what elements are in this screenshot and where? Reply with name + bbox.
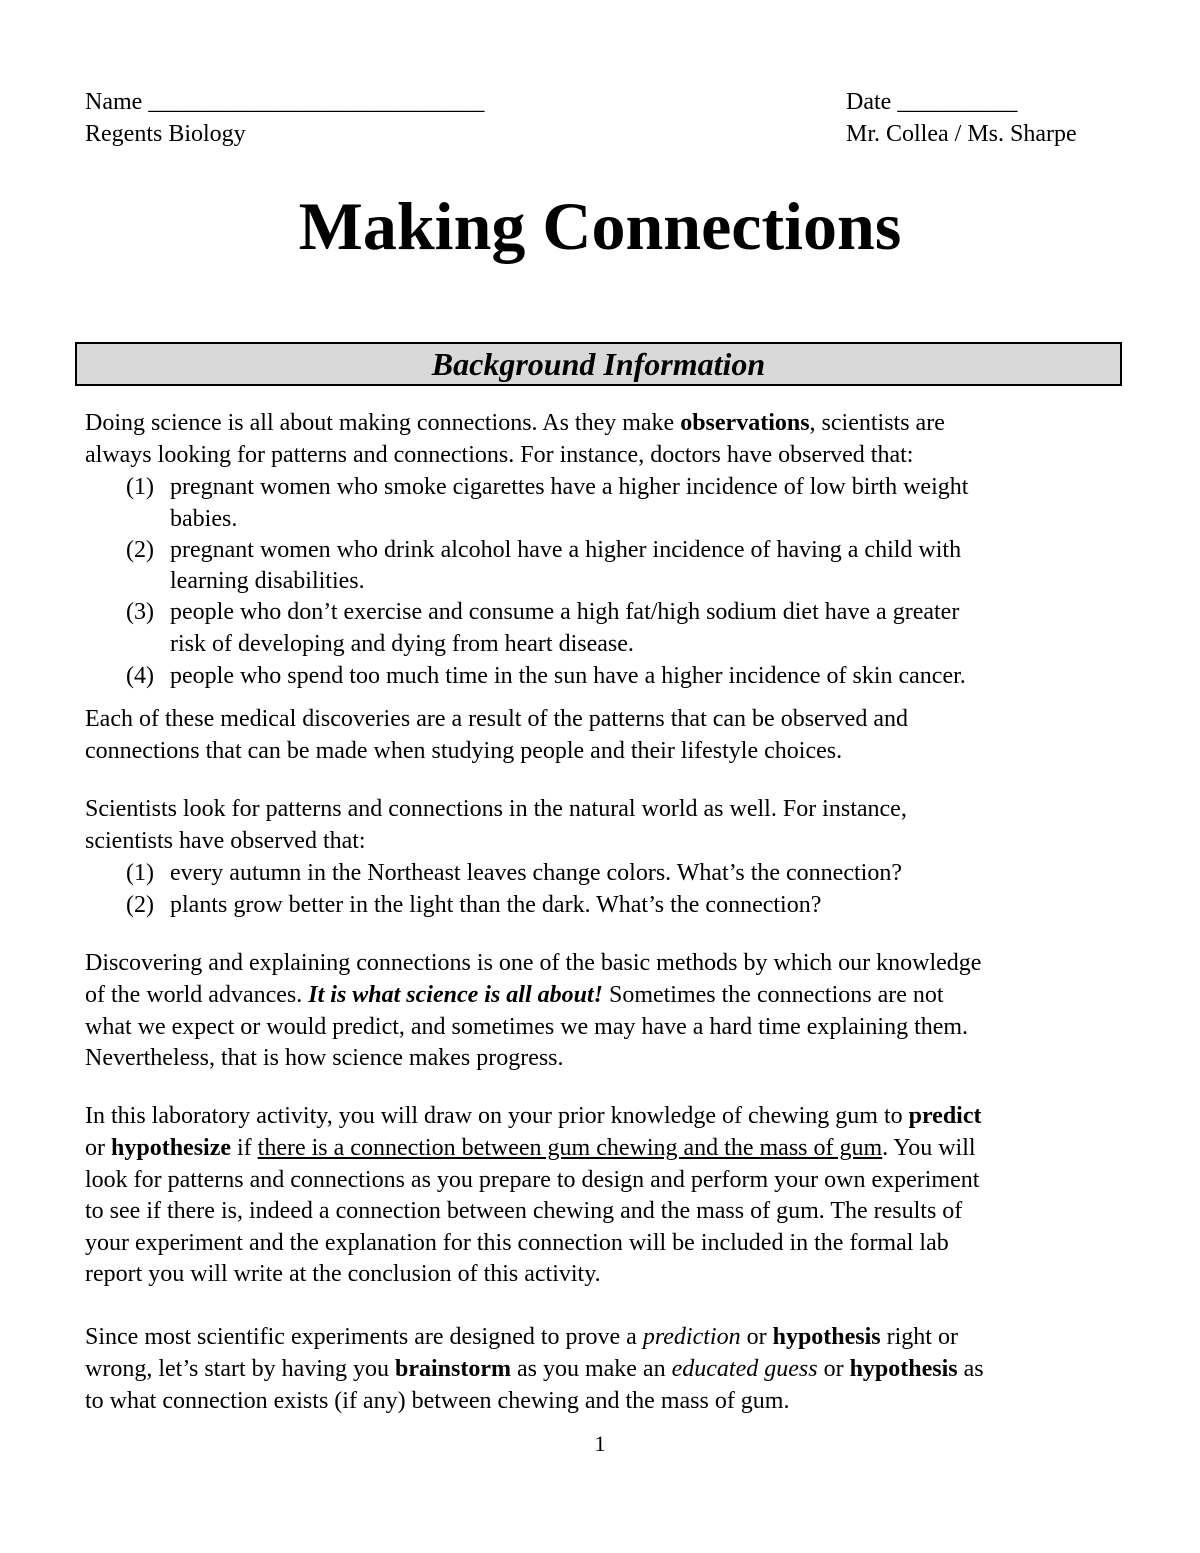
lab-line-5: your experiment and the explanation for this connection will be included in the formal lab: [85, 1230, 949, 1256]
lab-bold-hypothesize: hypothesize: [111, 1135, 231, 1161]
list-number: (4): [126, 663, 154, 689]
lab-text: if: [231, 1135, 258, 1161]
hypo-line-1: [85, 1322, 958, 1353]
intro-bold-observations: observations: [680, 410, 810, 436]
name-blank[interactable]: ____________________________: [148, 89, 485, 115]
list-number: (1): [126, 860, 154, 886]
teachers-label: Mr. Collea / Ms. Sharpe: [846, 121, 1077, 147]
lab-line-6: report you will write at the conclusion of this activity.: [85, 1261, 601, 1287]
discover-text: Sometimes the connections are not: [602, 982, 944, 1008]
date-blank[interactable]: __________: [897, 89, 1018, 115]
hypo-text: right or: [880, 1324, 958, 1350]
lab-text: or: [85, 1135, 111, 1161]
list-item-cont: babies.: [170, 506, 238, 532]
hypo-text: as: [957, 1356, 984, 1382]
hypo-line-3: to what connection exists (if any) between chewing and the mass of gum.: [85, 1388, 790, 1414]
list-item: every autumn in the Northeast leaves change colors. What’s the connection?: [170, 860, 902, 886]
intro-line-2: always looking for patterns and connections. For instance, doctors have observed that:: [85, 442, 914, 468]
list-item-cont: learning disabilities.: [170, 568, 365, 594]
discover-line-4: Nevertheless, that is how science makes progress.: [85, 1045, 564, 1071]
intro-line-1: [85, 408, 945, 439]
lab-text: . You will: [882, 1135, 976, 1161]
lab-line-2: [85, 1133, 976, 1164]
list-item: people who don’t exercise and consume a high fat/high sodium diet have a greater: [170, 599, 960, 625]
hypo-text: wrong, let’s start by having you: [85, 1356, 395, 1382]
list-item: pregnant women who drink alcohol have a higher incidence of having a child with: [170, 537, 962, 563]
lab-bold-predict: predict: [908, 1103, 982, 1129]
discover-line-1: Discovering and explaining connections is one of the basic methods by which our knowledge: [85, 950, 982, 976]
hypo-bold-hypothesis: hypothesis: [772, 1324, 881, 1350]
nature-para-line-2: scientists have observed that:: [85, 828, 366, 854]
lab-underlined-question: there is a connection between gum chewing and the mass of gum: [257, 1135, 883, 1161]
hypo-text: or: [817, 1356, 850, 1382]
lab-line-1: [85, 1101, 982, 1132]
discover-line-2: [85, 980, 944, 1011]
hypo-bold-brainstorm: brainstorm: [394, 1356, 511, 1382]
course-label: Regents Biology: [85, 121, 246, 147]
date-label: Date: [846, 89, 892, 115]
list-item: people who spend too much time in the sun have a higher incidence of skin cancer.: [170, 663, 966, 689]
hypo-line-2: [85, 1354, 984, 1385]
hypo-text: or: [740, 1324, 773, 1350]
list-number: (2): [126, 892, 154, 918]
discover-emphasis: It is what science is all about!: [308, 982, 603, 1008]
list-number: (2): [126, 537, 154, 563]
lab-line-4: to see if there is, indeed a connection between chewing and the mass of gum. The results of: [85, 1198, 963, 1224]
date-field[interactable]: [846, 87, 1017, 118]
nature-para-line-1: Scientists look for patterns and connections in the natural world as well. For instance,: [85, 796, 907, 822]
name-label: Name: [85, 89, 143, 115]
list-item: pregnant women who smoke cigarettes have a higher incidence of low birth weight: [170, 474, 969, 500]
hypo-italic-prediction: prediction: [642, 1324, 741, 1350]
discover-line-3: what we expect or would predict, and sometimes we may have a hard time explaining them.: [85, 1014, 969, 1040]
hypo-text: as you make an: [510, 1356, 672, 1382]
hypo-italic-educated-guess: educated guess: [671, 1356, 818, 1382]
hypo-bold-hypothesis: hypothesis: [849, 1356, 958, 1382]
list-item: plants grow better in the light than the dark. What’s the connection?: [170, 892, 822, 918]
page-number: 1: [594, 1431, 606, 1456]
intro-text: , scientists are: [809, 410, 945, 436]
section-banner: Background Information: [75, 342, 1122, 386]
name-field[interactable]: [85, 87, 484, 118]
page-title: Making Connections: [298, 188, 902, 264]
lab-text: In this laboratory activity, you will draw on your prior knowledge of chewing gum to: [85, 1103, 909, 1129]
hypo-text: Since most scientific experiments are designed to prove a: [85, 1324, 643, 1350]
list-number: (1): [126, 474, 154, 500]
medical-para-line-2: connections that can be made when studying people and their lifestyle choices.: [85, 738, 843, 764]
lab-line-3: look for patterns and connections as you prepare to design and perform your own experiment: [85, 1167, 980, 1193]
discover-text: of the world advances.: [85, 982, 309, 1008]
list-number: (3): [126, 599, 154, 625]
list-item-cont: risk of developing and dying from heart disease.: [170, 631, 634, 657]
intro-text: Doing science is all about making connections. As they make: [85, 410, 681, 436]
medical-para-line-1: Each of these medical discoveries are a result of the patterns that can be observed and: [85, 706, 908, 732]
